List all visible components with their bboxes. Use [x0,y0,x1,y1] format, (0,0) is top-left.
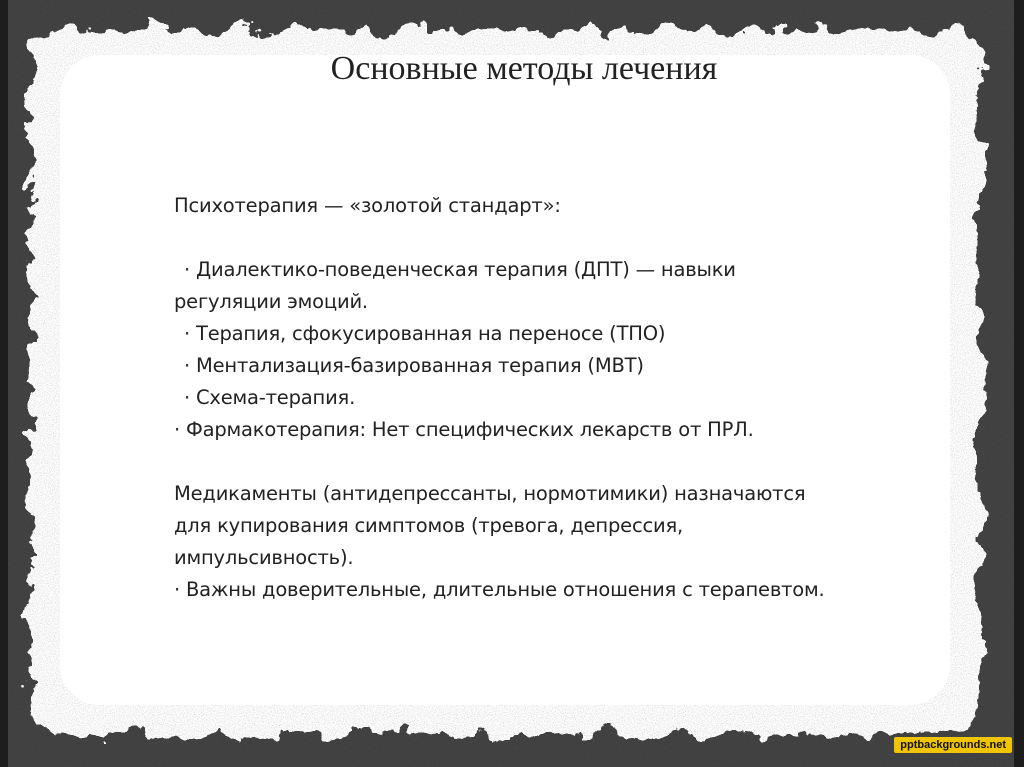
slide-title: Основные методы лечения [330,50,718,87]
bullet-schema-therapy: · Схема-терапия. [184,386,356,409]
bullet-pharmacotherapy: · Фармакотерапия: Нет специфических лекарств от ПРЛ. [174,418,754,441]
body-line-blank [174,446,894,478]
bullet-dbt: · Диалектико-поведенческая терапия (ДПТ) — навыки [184,258,736,281]
bullet-relationship: · Важны доверительные, длительные отношения с терапевтом. [174,578,825,601]
body-line: Медикаменты (антидепрессанты, нормотимики) назначаются [174,482,806,505]
body-line: для купирования симптомов (тревога, депрессия, [174,514,683,537]
slide-body [174,190,894,606]
body-line: импульсивность). [174,546,354,569]
bullet-tfp: · Терапия, сфокусированная на переносе (ТПО) [184,322,666,345]
body-line: регуляции эмоций. [174,290,368,313]
body-line-blank [174,222,894,254]
bullet-mbt: · Ментализация-базированная терапия (MBT) [184,354,644,377]
body-line: Психотерапия — «золотой стандарт»: [174,194,561,217]
watermark-badge: pptbackgrounds.net [894,737,1012,753]
